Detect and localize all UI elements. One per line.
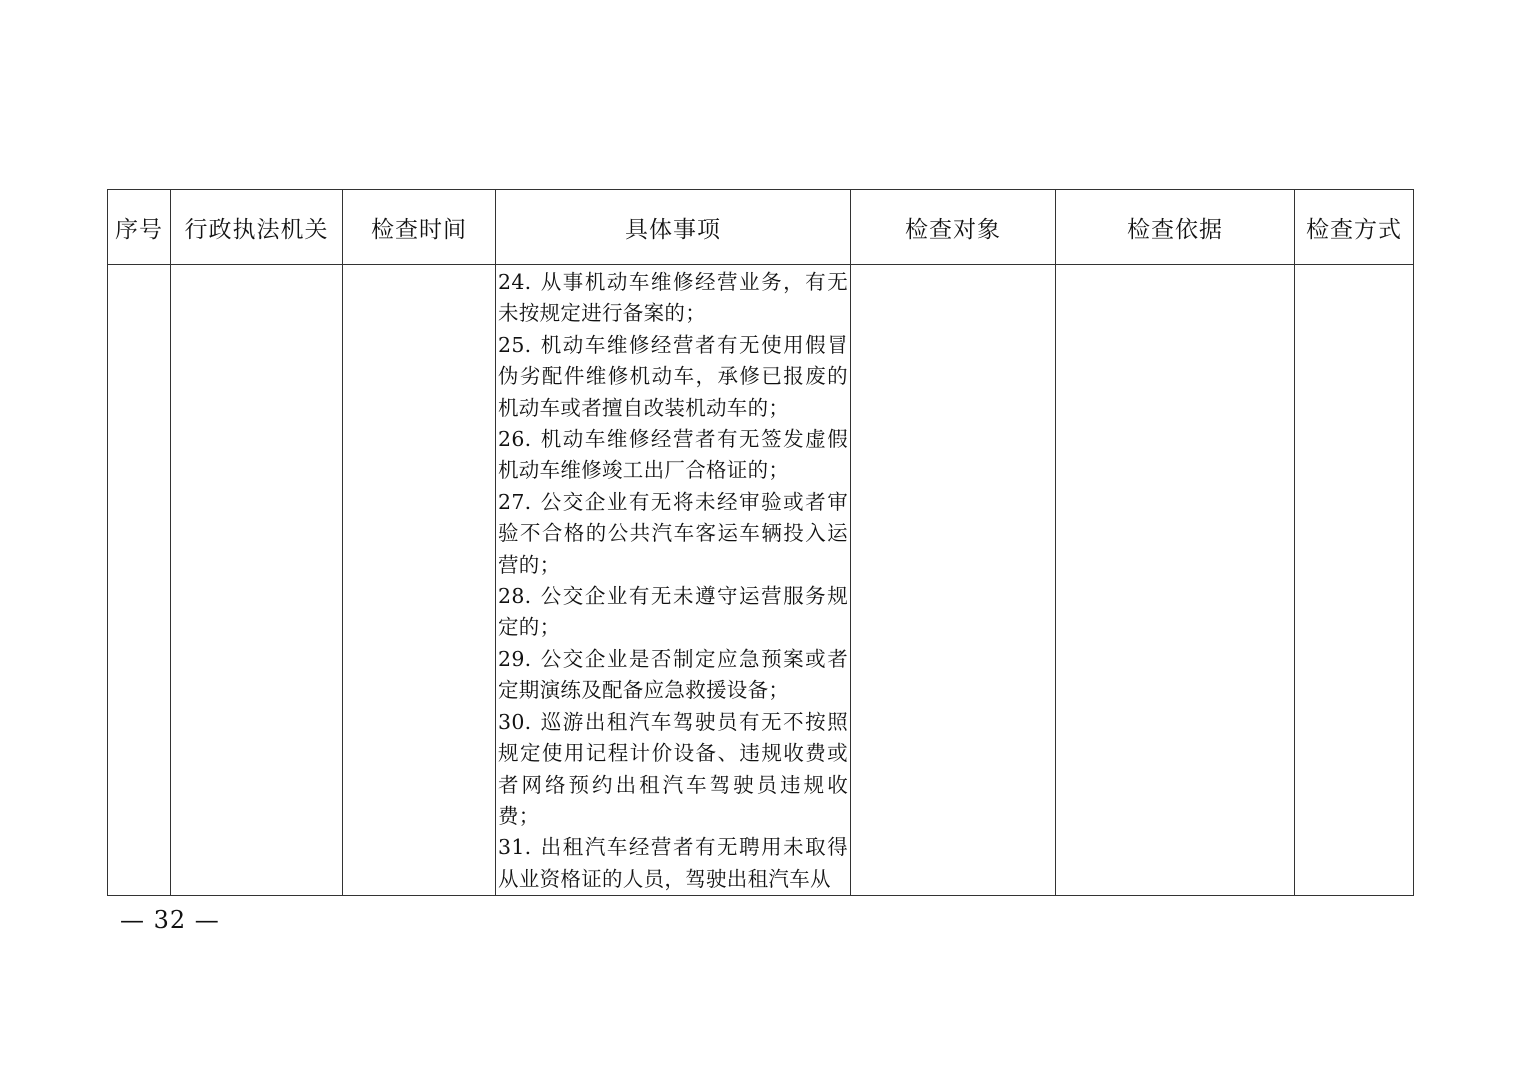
item-text: 公交企业有无未遵守运营服务规定的； [498, 584, 848, 640]
item-text: 巡游出租汽车驾驶员有无不按照规定使用记程计价设备、违规收费或者网络预约出租汽车驾驶员违规收费； [498, 709, 848, 828]
header-specific-items: 具体事项 [496, 190, 851, 265]
cell-inspection-method [1295, 265, 1414, 896]
list-item [498, 487, 848, 581]
list-item [498, 707, 848, 833]
item-number: 31. [498, 835, 532, 860]
item-number: 25. [498, 332, 532, 357]
item-number: 24. [498, 270, 532, 294]
item-text: 公交企业是否制定应急预案或者定期演练及配备应急救援设备； [498, 646, 848, 703]
table-header-row [108, 190, 1414, 265]
header-serial-number: 序号 [108, 190, 171, 265]
item-number: 27. [498, 489, 532, 514]
item-text: 出租汽车经营者有无聘用未取得从业资格证的人员，驾驶出租汽车从 [498, 835, 848, 891]
cell-inspection-time [343, 265, 496, 896]
list-item [498, 424, 848, 487]
cell-specific-items [496, 265, 851, 896]
list-item [498, 330, 848, 424]
item-text: 机动车维修经营者有无签发虚假机动车维修竣工出厂合格证的； [498, 427, 848, 483]
header-inspection-time: 检查时间 [343, 190, 496, 265]
cell-serial-number [108, 265, 171, 896]
cell-inspection-basis [1056, 265, 1295, 896]
item-text: 公交企业有无将未经审验或者审验不合格的公共汽车客运车辆投入运营的； [498, 489, 848, 577]
table-row [108, 265, 1414, 896]
list-item [498, 267, 848, 330]
inspection-table [107, 189, 1414, 896]
item-text: 机动车维修经营者有无使用假冒伪劣配件维修机动车，承修已报废的机动车或者擅自改装机动车的； [498, 332, 848, 420]
page-number: — 32 — [120, 906, 220, 934]
cell-enforcement-agency [171, 265, 343, 896]
header-enforcement-agency: 行政执法机关 [171, 190, 343, 265]
list-item [498, 581, 848, 644]
list-item [498, 644, 848, 707]
item-text: 从事机动车维修经营业务，有无未按规定进行备案的； [498, 270, 848, 326]
item-number: 26. [498, 427, 532, 452]
header-inspection-basis: 检查依据 [1056, 190, 1295, 265]
item-number: 30. [498, 709, 532, 734]
item-number: 29. [498, 646, 532, 671]
cell-inspection-target [851, 265, 1056, 896]
header-inspection-target: 检查对象 [851, 190, 1056, 265]
header-inspection-method: 检查方式 [1295, 190, 1414, 265]
item-number: 28. [498, 584, 532, 609]
list-item [498, 832, 848, 895]
